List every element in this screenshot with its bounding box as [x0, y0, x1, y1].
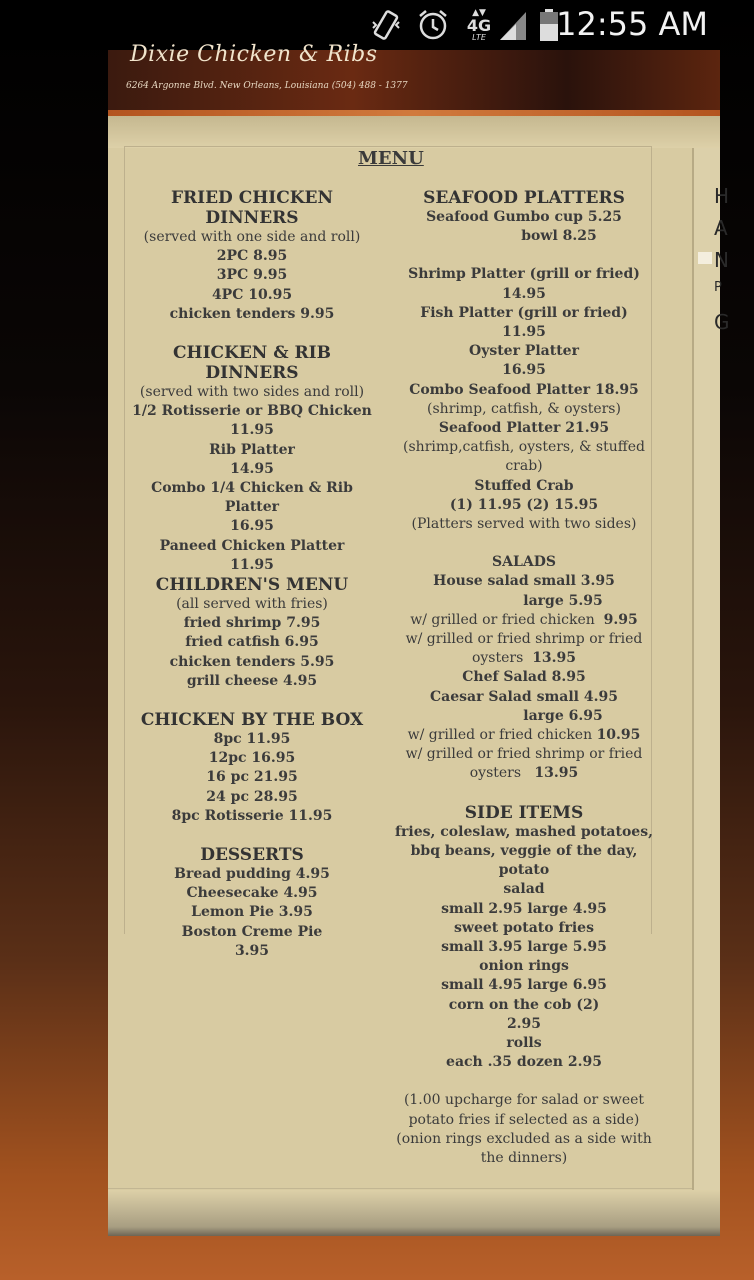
- menu-item: Seafood Platter 21.95: [438, 420, 610, 437]
- menu-item-note: crab): [505, 458, 543, 475]
- menu-item: grill cheese 4.95: [186, 672, 318, 689]
- menu-page[interactable]: [108, 116, 730, 1236]
- menu-item: Cheesecake 4.95: [186, 885, 318, 902]
- section-title: CHICKEN BY THE BOX: [140, 710, 364, 731]
- menu-item-price: 13.95: [534, 765, 579, 782]
- menu-item: [392, 726, 656, 745]
- network-type-icon: ▲▼ 4G LTE: [466, 8, 492, 42]
- menu-item-label: oysters: [471, 650, 524, 667]
- section-title: DESSERTS: [200, 845, 304, 866]
- signal-icon: [498, 8, 528, 42]
- menu-item: House salad small 3.95: [433, 573, 615, 590]
- section-title: SEAFOOD PLATTERS: [423, 188, 625, 208]
- menu-item: chicken tenders 9.95: [169, 305, 335, 322]
- menu-item: rolls: [506, 1034, 542, 1051]
- menu-item: Bread pudding 4.95: [174, 866, 330, 883]
- side-letter: G: [714, 310, 730, 334]
- menu-item: Caesar Salad small 4.95: [430, 688, 618, 705]
- menu-item: Stuffed Crab: [474, 477, 574, 494]
- side-letter: H: [714, 184, 730, 208]
- menu-item-price: 13.95: [532, 650, 577, 667]
- section-note: (all served with fries): [176, 596, 328, 613]
- section-note: (onion rings excluded as a side with: [396, 1130, 652, 1147]
- menu-item: [392, 649, 656, 668]
- menu-item: sweet potato fries: [454, 919, 594, 936]
- section-note: (1.00 upcharge for salad or sweet: [403, 1092, 645, 1109]
- menu-item-price: 16.95: [230, 518, 274, 535]
- section-title: CHICKEN & RIB DINNERS: [173, 343, 331, 384]
- restaurant-address: 6264 Argonne Blvd. New Orleans, Louisiana (504) 488 - 1377: [126, 81, 408, 91]
- side-marker: [698, 252, 712, 264]
- menu-item-price: 11.95: [502, 324, 546, 341]
- section-title: FRIED CHICKEN DINNERS: [170, 188, 334, 228]
- menu-item: bbq beans, veggie of the day, potato: [410, 842, 638, 879]
- section-title: SIDE ITEMS: [464, 802, 584, 823]
- menu-item-price: small 3.95 large 5.95: [441, 938, 607, 955]
- section-note: (Platters served with two sides): [411, 516, 637, 533]
- menu-left-column: [128, 188, 376, 961]
- menu-item: Rib Platter: [209, 441, 295, 458]
- menu-item: Shrimp Platter (grill or fried): [408, 266, 640, 283]
- menu-item: Lemon Pie 3.95: [191, 904, 313, 921]
- menu-item: 12pc 16.95: [208, 750, 296, 767]
- menu-item: fried shrimp 7.95: [183, 615, 321, 632]
- menu-item: 8pc 11.95: [213, 731, 291, 748]
- menu-item: w/ grilled or fried shrimp or fried: [405, 631, 643, 648]
- menu-right-column: [392, 188, 656, 1168]
- menu-item: Combo 1/4 Chicken & Rib Platter: [151, 480, 353, 516]
- alarm-icon: [416, 8, 450, 42]
- menu-item: [392, 611, 656, 630]
- menu-item: 24 pc 28.95: [206, 788, 298, 805]
- vibrate-icon: [370, 8, 402, 42]
- menu-item: Combo Seafood Platter 18.95: [409, 381, 639, 398]
- menu-item-price: small 4.95 large 6.95: [441, 977, 607, 994]
- menu-item: Oyster Platter: [469, 343, 579, 360]
- menu-item: chicken tenders 5.95: [169, 653, 335, 670]
- menu-item-price: 11.95: [230, 422, 274, 439]
- section-note: the dinners): [480, 1149, 568, 1166]
- menu-item: 4PC 10.95: [211, 286, 293, 303]
- menu-item: Boston Creme Pie: [181, 923, 323, 940]
- menu-item: [392, 764, 656, 783]
- menu-item: 3PC 9.95: [216, 267, 288, 284]
- clock-text: 12:55 AM: [556, 5, 708, 43]
- section-note: potato fries if selected as a side): [408, 1111, 640, 1128]
- menu-item: Chef Salad 8.95: [462, 669, 586, 686]
- menu-item: salad: [503, 881, 545, 898]
- menu-item-price: (1) 11.95 (2) 15.95: [449, 496, 599, 513]
- menu-item-label: w/ grilled or fried chicken: [410, 611, 595, 628]
- page-top-shadow: [108, 116, 720, 148]
- menu-item-note: (shrimp,catfish, oysters, & stuffed: [403, 439, 645, 456]
- side-letter: P: [714, 280, 722, 295]
- menu-item: large 5.95: [523, 592, 603, 609]
- menu-item: fried catfish 6.95: [185, 634, 319, 651]
- restaurant-title: Dixie Chicken & Ribs: [130, 42, 378, 67]
- menu-item: corn on the cob (2): [448, 996, 600, 1013]
- menu-item: Paneed Chicken Platter: [159, 537, 345, 554]
- side-letter: N: [714, 248, 729, 272]
- adjacent-panel[interactable]: [692, 148, 730, 1190]
- menu-item-price: 14.95: [230, 460, 274, 477]
- menu-item: fries, coleslaw, mashed potatoes,: [395, 823, 653, 840]
- section-note: (served with two sides and roll): [139, 384, 365, 401]
- page-bottom-shadow: [108, 1190, 720, 1236]
- menu-item: 1/2 Rotisserie or BBQ Chicken: [132, 403, 372, 420]
- section-title: CHILDREN'S MENU: [155, 575, 349, 596]
- menu-item-price: 14.95: [502, 285, 546, 302]
- menu-item-price: 9.95: [603, 611, 638, 628]
- menu-item-price: each .35 dozen 2.95: [446, 1054, 602, 1071]
- menu-item: Fish Platter (grill or fried): [420, 304, 628, 321]
- menu-item-price: small 2.95 large 4.95: [441, 900, 607, 917]
- menu-item: w/ grilled or fried shrimp or fried: [405, 746, 643, 763]
- menu-item-price: 3.95: [234, 942, 270, 959]
- menu-item-price: 10.95: [596, 727, 641, 744]
- menu-item: bowl 8.25: [521, 228, 597, 245]
- menu-item: Seafood Gumbo cup 5.25: [426, 209, 622, 225]
- page-divider: [108, 1188, 692, 1189]
- menu-item-price: 16.95: [502, 362, 546, 379]
- menu-item-note: (shrimp, catfish, & oysters): [427, 400, 621, 417]
- menu-item: 8pc Rotisserie 11.95: [171, 807, 333, 824]
- menu-item-label: w/ grilled or fried chicken: [407, 727, 593, 744]
- menu-item: onion rings: [479, 958, 569, 975]
- menu-item: 16 pc 21.95: [206, 769, 298, 786]
- menu-item-price: 2.95: [506, 1015, 542, 1032]
- menu-item-price: 11.95: [230, 556, 274, 573]
- menu-item: 2PC 8.95: [216, 248, 288, 265]
- section-note: (served with one side and roll): [143, 229, 361, 245]
- menu-item-label: oysters: [469, 765, 522, 782]
- restaurant-banner: [108, 42, 720, 110]
- section-title: SALADS: [492, 554, 556, 571]
- menu-item: large 6.95: [523, 707, 603, 724]
- menu-heading: MENU: [358, 148, 424, 169]
- side-letter: A: [714, 216, 728, 240]
